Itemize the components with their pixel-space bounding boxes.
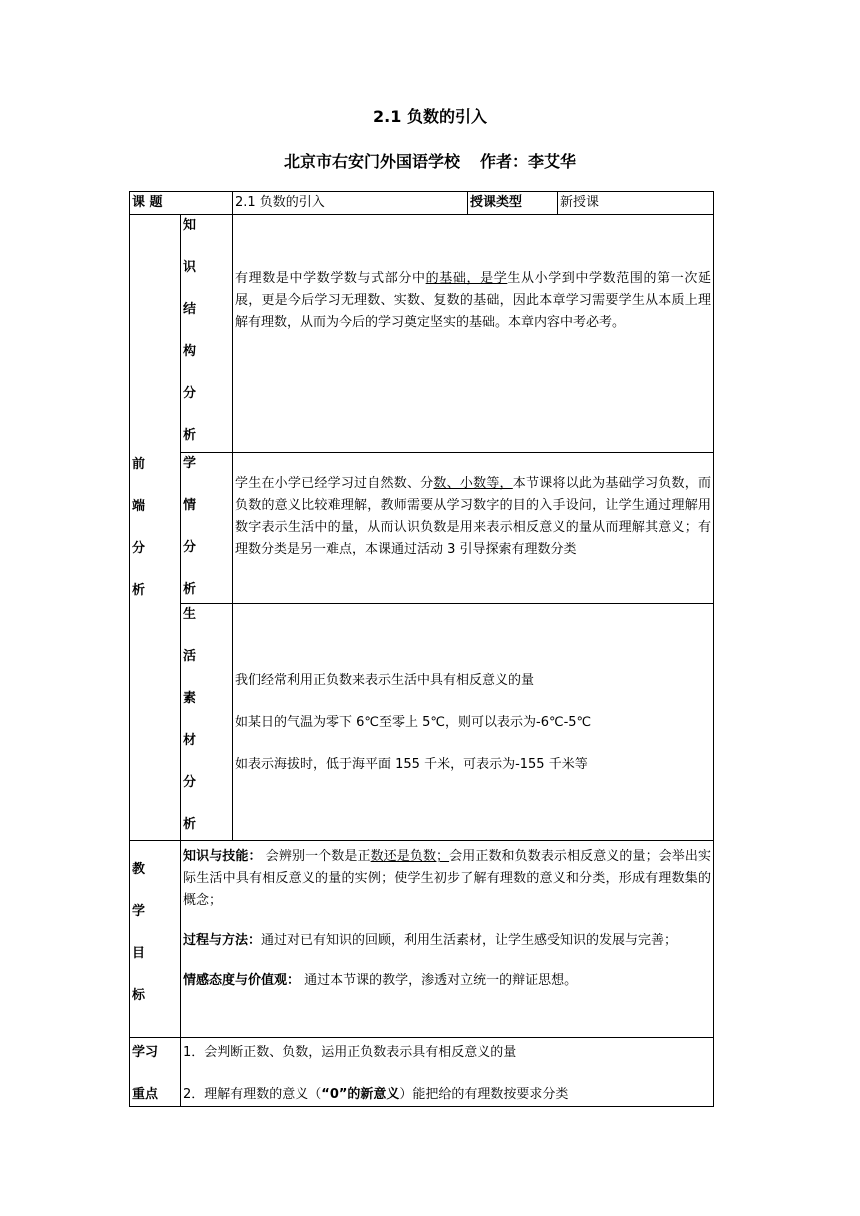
life-line: 如表示海拔时，低于海平面 155 千米，可表示为-155 千米等: [235, 757, 588, 772]
emotion-label: 情感态度与价值观：: [183, 973, 301, 988]
goals-char: 学: [132, 904, 146, 919]
key-point-2b: ）能把给的有理数按要求分类: [399, 1087, 569, 1102]
goals-row: [130, 841, 714, 1038]
knowledge-char: 识: [183, 260, 197, 275]
goals-char: 目: [132, 946, 146, 961]
goals-label: [130, 841, 181, 1038]
knowledge-label: [181, 215, 233, 453]
life-label: [181, 604, 233, 841]
knowledge-text: [233, 215, 714, 453]
goal-skill: [183, 846, 711, 912]
knowledge-char: 知: [183, 218, 197, 233]
life-char: 分: [183, 775, 197, 790]
life-char: 素: [183, 691, 197, 706]
emotion-text: 通过本节课的教学，渗透对立统一的辩证思想。: [300, 973, 578, 988]
topic-value: 2.1 负数的引入: [233, 192, 468, 215]
learner-char: 学: [183, 456, 197, 471]
life-line: 我们经常利用正负数来表示生活中具有相反意义的量: [235, 673, 535, 688]
key-points-line: 学习: [132, 1045, 159, 1060]
learner-text-b: 本节课将以此为基础学习负数，而负数的意义比较难理解，教师需要从学习数字的目的入手设问，让学生通过理解用数字表示生活中的量，从而认识负数是用来表示相反意义的量从而理解其意义；有理数分类是另一难点，本课通过活动 3 引导探索有理数分类: [235, 476, 711, 557]
front-char: 端: [132, 498, 146, 514]
knowledge-text-underlined: 的基础，是学: [425, 271, 508, 286]
skill-text-underlined: 数还是负数；: [370, 849, 450, 864]
life-text: [233, 604, 714, 841]
key-point-item: 1．会判断正数、负数，运用正负数表示具有相反意义的量: [183, 1045, 517, 1060]
skill-text-a: 会辨别一个数是正: [261, 849, 371, 864]
life-char: 生: [183, 607, 197, 622]
front-char: 分: [132, 540, 146, 556]
learner-char: 分: [183, 540, 197, 555]
page-title: 2.1 负数的引入: [373, 107, 487, 126]
school-name: 北京市右安门外国语学校: [283, 152, 460, 171]
learner-text-underlined: 数、小数等，: [433, 476, 513, 491]
learner-row: [130, 453, 714, 604]
front-analysis-label: [130, 215, 181, 841]
page-subtitle: [0, 149, 860, 172]
learner-char: 情: [183, 498, 197, 513]
knowledge-text-b: 生从小学到中学数范围的第一次延展，更是今后学习无理数、实数、复数的基础，因此本章学习需要学生从本质上理解有理数，从而为今后的学习奠定坚实的基础。本章内容中考必考。: [235, 271, 711, 330]
key-points-text: [181, 1038, 714, 1107]
goal-method: [183, 930, 711, 952]
key-points-label: [130, 1038, 181, 1107]
key-point-2a: 2．理解有理数的意义（: [183, 1087, 322, 1102]
goals-char: 标: [132, 988, 146, 1003]
knowledge-row: [130, 215, 714, 453]
knowledge-char: 分: [183, 386, 197, 401]
method-text: 通过对已有知识的回顾，利用生活素材，让学生感受知识的发展与完善；: [261, 933, 678, 948]
type-value: 新授课: [558, 192, 714, 215]
learner-text-a: 学生在小学已经学习过自然数、分: [235, 476, 434, 491]
author-name: 作者：李艾华: [480, 152, 577, 171]
topic-row: [130, 192, 714, 215]
learner-char: 析: [183, 582, 197, 597]
skill-label: 知识与技能：: [183, 849, 262, 864]
knowledge-char: 结: [183, 302, 197, 317]
method-label: 过程与方法：: [183, 933, 262, 948]
type-label: 授课类型: [468, 192, 558, 215]
life-char: 材: [183, 733, 197, 748]
lesson-plan-table: [129, 191, 714, 1107]
life-char: 析: [183, 817, 197, 832]
front-char: 析: [132, 582, 146, 598]
life-row: [130, 604, 714, 841]
knowledge-char: 析: [183, 428, 197, 443]
life-char: 活: [183, 649, 197, 664]
key-point-2-bold: “0”的新意义: [321, 1087, 400, 1102]
key-points-line: 重点: [132, 1087, 159, 1102]
key-point-item: [183, 1084, 711, 1106]
goal-emotion: [183, 970, 711, 992]
life-line: 如某日的气温为零下 6℃至零上 5℃，则可以表示为-6℃-5℃: [235, 715, 592, 730]
knowledge-text-a: 有理数是中学数学数与式部分中: [235, 271, 426, 286]
learner-text: [233, 453, 714, 604]
topic-label: 课 题: [130, 192, 233, 215]
goals-text: [181, 841, 714, 1038]
key-points-row: [130, 1038, 714, 1107]
goals-char: 教: [132, 862, 146, 877]
skill-text-b: 会用正数和负数表示相反意义的量；会举出实际生活中具有相反意义的量的实例；使学生初步了解有理数的意义和分类，形成有理数集的概念；: [183, 849, 711, 908]
knowledge-char: 构: [183, 344, 197, 359]
front-char: 前: [132, 456, 146, 472]
learner-label: [181, 453, 233, 604]
